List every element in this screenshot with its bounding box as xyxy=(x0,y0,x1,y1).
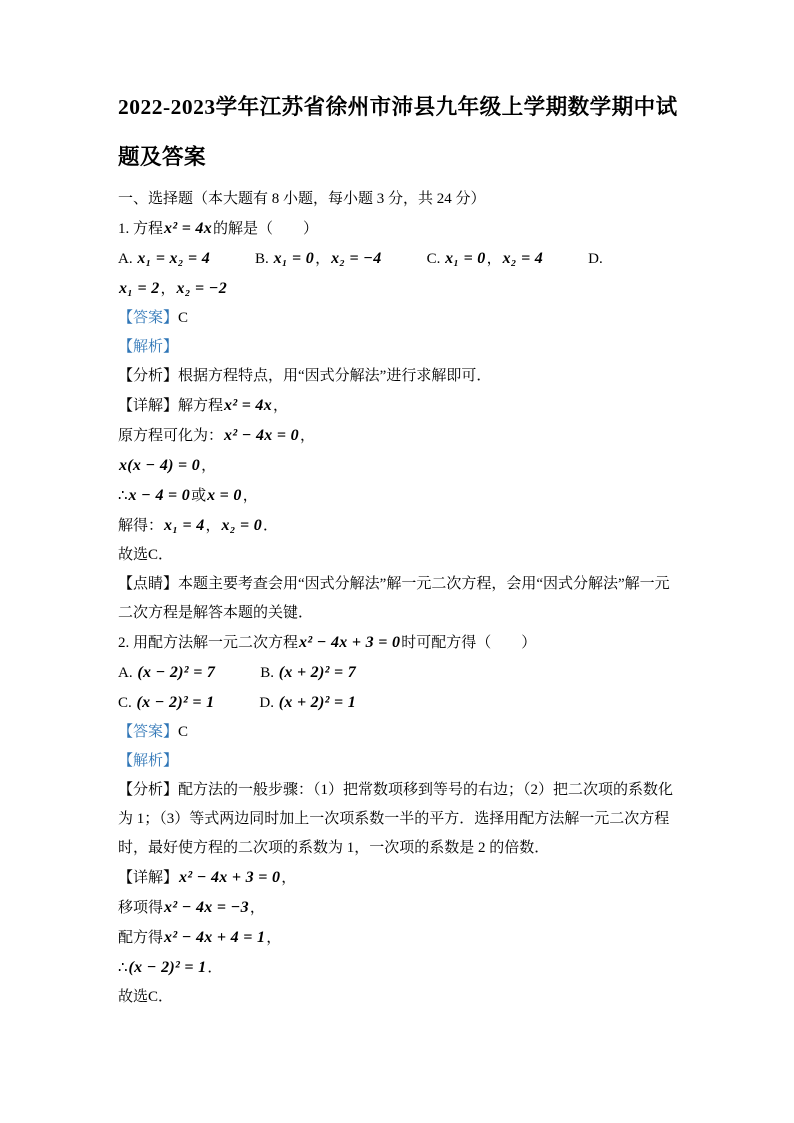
text-run: 故选C． xyxy=(118,989,174,1005)
text-run: ， xyxy=(205,518,221,534)
q1-question xyxy=(118,214,678,244)
text-run: D. xyxy=(588,251,603,267)
document-content-blocks xyxy=(118,214,678,1012)
q1-answer xyxy=(118,304,678,333)
math-run: x₁ = 0 xyxy=(445,250,486,267)
math-run: x = 0 xyxy=(207,487,242,504)
text-run: ， xyxy=(315,251,331,267)
text-run: 故选C． xyxy=(118,547,174,563)
text-run: ∴ xyxy=(118,960,128,976)
math-run: x² − 4x + 4 = 1 xyxy=(164,929,266,946)
text-run: ， xyxy=(160,281,176,297)
text-run: ， xyxy=(266,930,282,946)
answer-section-label: 【解析】 xyxy=(118,753,179,769)
text-run: ， xyxy=(242,488,258,504)
text-run: C xyxy=(178,724,189,740)
text-run: 【分析】根据方程特点，用“因式分解法”进行求解即可． xyxy=(118,368,492,384)
answer-section-label: 【答案】 xyxy=(118,310,179,326)
text-run: ， xyxy=(201,458,217,474)
section-header: 一、选择题（本大题有 8 小题，每小题 3 分，共 24 分） xyxy=(118,191,486,207)
answer-section-label: 【答案】 xyxy=(118,724,179,740)
q1-options-continuation xyxy=(118,274,678,304)
text-run: 【详解】解方程 xyxy=(118,398,224,414)
math-run: x₁ = x₂ = 4 xyxy=(137,250,211,267)
math-run: x² − 4x + 3 = 0 xyxy=(179,869,281,886)
text-run: 【点睛】本题主要考查会用“因式分解法”解一元二次方程，会用“因式分解法”解一元二次方程是解答本题的关键． xyxy=(118,576,670,621)
q1-remark xyxy=(118,570,678,628)
q1-detail-step-4 xyxy=(118,481,678,511)
q2-analysis xyxy=(118,776,678,863)
text-run: 2. 用配方法解一元二次方程 xyxy=(118,635,299,651)
text-run: B. xyxy=(255,251,273,267)
q2-options-row-2 xyxy=(118,688,678,718)
q1-detail-step-1 xyxy=(118,391,678,421)
document-body xyxy=(118,0,678,1012)
text-run: A. xyxy=(118,665,137,681)
answer-section-label: 【解析】 xyxy=(118,339,179,355)
q2-detail-step-1 xyxy=(118,863,678,893)
math-run: x₁ = 0 xyxy=(273,250,315,267)
text-run: ， xyxy=(281,870,297,886)
text-run: 配方得 xyxy=(118,930,164,946)
text-run: 原方程可化为： xyxy=(118,428,224,444)
text-run: ． xyxy=(263,518,279,534)
math-run: x₁ = 4 xyxy=(164,517,205,534)
text-run: 【分析】配方法的一般步骤：（1）把常数项移到等号的右边；（2）把二次项的系数化为 1；（3）等式两边同时加上一次项系数一半的平方．选择用配方法解一元二次方程时，最好使方程的二次项的系数为 1，一次项的系数是 2 的倍数． xyxy=(118,782,674,856)
math-run: (x + 2)² = 1 xyxy=(278,694,357,711)
text-run: C. xyxy=(118,695,136,711)
page-title: 2022-2023学年江苏省徐州市沛县九年级上学期数学期中试题及答案 xyxy=(118,95,678,169)
q2-detail-step-4 xyxy=(118,953,678,983)
q1-detail-step-2 xyxy=(118,421,678,451)
q2-options-row-1 xyxy=(118,658,678,688)
text-run: 【详解】 xyxy=(118,870,179,886)
q2-answer xyxy=(118,718,678,747)
q1-conclusion xyxy=(118,541,678,570)
math-run: x₂ = −4 xyxy=(331,250,382,267)
text-run: ． xyxy=(207,960,223,976)
math-run: x₂ = −2 xyxy=(176,280,228,297)
q2-analysis-label xyxy=(118,747,678,776)
q2-question xyxy=(118,628,678,658)
text-run: ∴ xyxy=(118,488,128,504)
q2-detail-step-3 xyxy=(118,923,678,953)
math-run: x² = 4x xyxy=(224,397,273,414)
math-run: x(x − 4) = 0 xyxy=(119,457,201,474)
text-run: 的解是（ ） xyxy=(213,221,319,237)
q2-conclusion xyxy=(118,983,678,1012)
math-run: (x − 2)² = 7 xyxy=(137,664,216,681)
q1-analysis-label xyxy=(118,333,678,362)
q2-detail-step-2 xyxy=(118,893,678,923)
math-run: x² = 4x xyxy=(164,220,213,237)
math-run: (x + 2)² = 7 xyxy=(278,664,357,681)
q1-detail-step-3 xyxy=(118,451,678,481)
text-run: 或 xyxy=(191,488,207,504)
text-run: 移项得 xyxy=(118,900,164,916)
math-run: x₂ = 0 xyxy=(221,517,263,534)
text-run: A. xyxy=(118,251,137,267)
math-run: x² − 4x = −3 xyxy=(164,899,249,916)
text-run: ， xyxy=(273,398,289,414)
math-run: x² − 4x + 3 = 0 xyxy=(299,634,401,651)
text-run: 时可配方得（ ） xyxy=(401,635,537,651)
text-run: 1. 方程 xyxy=(118,221,164,237)
math-run: (x − 2)² = 1 xyxy=(136,694,215,711)
text-run: ， xyxy=(249,900,265,916)
text-run: C xyxy=(178,310,189,326)
text-run: C. xyxy=(426,251,445,267)
math-run: x − 4 = 0 xyxy=(128,487,191,504)
q1-options-row xyxy=(118,244,678,274)
text-run: ， xyxy=(486,251,502,267)
text-run: 解得： xyxy=(118,518,164,534)
text-run: D. xyxy=(259,695,278,711)
math-run: x₁ = 2 xyxy=(119,280,160,297)
q1-analysis xyxy=(118,362,678,391)
math-run: (x − 2)² = 1 xyxy=(128,959,207,976)
math-run: x² − 4x = 0 xyxy=(224,427,299,444)
q1-detail-step-5 xyxy=(118,511,678,541)
math-run: x₂ = 4 xyxy=(502,250,544,267)
text-run: B. xyxy=(260,665,278,681)
text-run: ， xyxy=(299,428,315,444)
